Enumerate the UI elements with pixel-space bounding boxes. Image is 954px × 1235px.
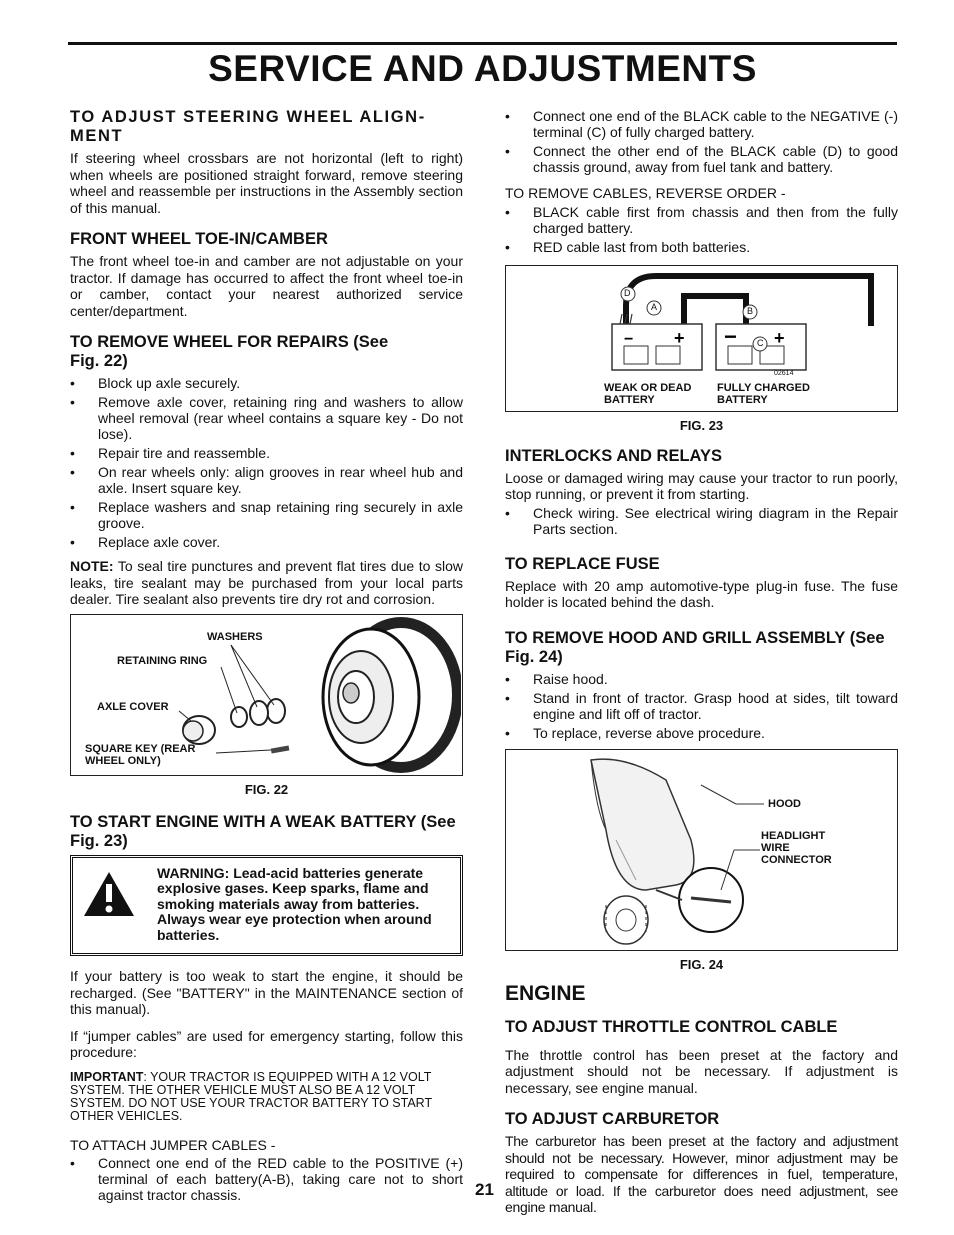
fig24-caption: FIG. 24: [679, 956, 724, 972]
square-key-label: SQUARE KEY (REAR WHEEL ONLY): [85, 742, 196, 767]
remove-steps: [505, 204, 898, 255]
list-item: • To replace, reverse above procedure.: [505, 725, 898, 741]
carburetor-body: The carburetor has been preset at the factory and adjustment should not be necessary. However, minor adjustment may be required to compensate for differences in fuel, temperature, altitude or load. If the carburetor does need adjustment, see engine manual.: [505, 1133, 898, 1215]
wheel-heading: TO REMOVE WHEEL FOR REPAIRS (See Fig. 22): [70, 333, 389, 370]
attach-steps: [70, 1155, 463, 1203]
fuse-body: Replace with 20 amp automotive-type plug-in fuse. The fuse holder is located behind the dash.: [505, 577, 898, 610]
list-item: • Raise hood.: [505, 671, 898, 687]
connector-label: HEADLIGHT WIRE CONNECTOR: [761, 829, 832, 866]
list-item: • Connect one end of the RED cable to the POSITIVE (+) terminal of each battery(A-B), taking care not to short against tractor chassis.: [70, 1155, 463, 1203]
list-item: • Block up axle securely.: [70, 375, 463, 391]
washers-label: WASHERS: [207, 630, 263, 643]
list-item: • BLACK cable first from chassis and then from the fully charged battery.: [505, 204, 898, 236]
page-title: SERVICE AND ADJUSTMENTS: [208, 48, 757, 89]
warning-triangle-icon: [83, 870, 135, 918]
battery-heading: TO START ENGINE WITH A WEAK BATTERY (See Fig. 23): [70, 812, 456, 850]
charged-battery-label: FULLY CHARGED BATTERY: [717, 381, 810, 406]
important-label: IMPORTANT: [70, 1069, 144, 1084]
jumper-steps-cont: [505, 108, 898, 175]
list-item: • Stand in front of tractor. Grasp hood at sides, tilt toward engine and lift off of tractor.: [505, 690, 898, 722]
throttle-body: The throttle control has been preset at the factory and adjustment should not be necessary. If adjustment is necessary, see engine manual.: [505, 1046, 898, 1096]
steering-heading: TO ADJUST STEERING WHEEL ALIGN- MENT: [70, 108, 426, 145]
hood-label: HOOD: [768, 797, 801, 810]
note-text: To seal tire punctures and prevent flat tires due to slow leaks, tire sealant may be purchased from your local parts dealer. Tire sealant also prevents tire dry rot and corrosion.: [70, 558, 463, 607]
list-item: • Replace washers and snap retaining ring securely in axle groove.: [70, 499, 463, 531]
list-item: • Connect one end of the BLACK cable to the NEGATIVE (-) terminal (C) of fully charged battery.: [505, 108, 898, 140]
interlocks-steps: [505, 505, 898, 537]
figure-22: [70, 614, 463, 776]
throttle-heading: TO ADJUST THROTTLE CONTROL CABLE: [505, 1017, 838, 1036]
svg-text:+: +: [674, 327, 685, 348]
label-d: D: [624, 287, 631, 298]
important-text: : YOUR TRACTOR IS EQUIPPED WITH A 12 VOLT SYSTEM. THE OTHER VEHICLE MUST ALSO BE A 12 VOLT SYSTEM. DO NOT USE YOUR TRACTOR BATTERY TO START OTHER VEHICLES.: [70, 1069, 432, 1123]
battery-p1: If your battery is too weak to start the engine, it should be recharged. (See "BATTERY" in the MAINTENANCE section of this manual).: [70, 968, 463, 1017]
interlocks-heading: INTERLOCKS AND RELAYS: [505, 446, 722, 465]
label-c: C: [757, 337, 764, 348]
weak-battery-label: WEAK OR DEAD BATTERY: [604, 381, 692, 406]
toe-heading: FRONT WHEEL TOE-IN/CAMBER: [70, 230, 328, 248]
fig23-caption: FIG. 23: [679, 417, 724, 433]
list-item: • On rear wheels only: align grooves in rear wheel hub and axle. Insert square key.: [70, 464, 463, 496]
svg-text:−: −: [624, 330, 634, 348]
attach-heading: TO ATTACH JUMPER CABLES -: [70, 1136, 276, 1153]
list-item: • Repair tire and reassemble.: [70, 445, 463, 461]
list-item: • Replace axle cover.: [70, 534, 463, 550]
fuse-heading: TO REPLACE FUSE: [505, 554, 660, 573]
remove-heading: TO REMOVE CABLES, REVERSE ORDER -: [505, 185, 786, 201]
page-number: 21: [475, 1180, 494, 1199]
svg-text:+: +: [774, 327, 785, 348]
title-rule: [68, 42, 897, 45]
warning-label: WARNING: [157, 864, 225, 881]
wheel-steps: [70, 375, 463, 550]
important-note: [70, 1071, 463, 1123]
figure-23: [505, 265, 898, 412]
figure-24: [505, 749, 898, 951]
list-item: • Remove axle cover, retaining ring and washers to allow wheel removal (rear wheel contains a square key - Do not lose).: [70, 394, 463, 442]
interlocks-body: Loose or damaged wiring may cause your tractor to run poorly, stop running, or prevent it from starting.: [505, 469, 898, 502]
retaining-ring-label: RETAINING RING: [117, 654, 208, 667]
tire-note: [70, 558, 463, 608]
fig22-caption: FIG. 22: [244, 781, 289, 797]
list-item: • RED cable last from both batteries.: [505, 239, 898, 255]
warning-box: [70, 855, 463, 957]
svg-text:−: −: [724, 323, 737, 349]
hood-steps: [505, 671, 898, 741]
battery-p2: If “jumper cables” are used for emergency starting, follow this procedure:: [70, 1027, 463, 1060]
engine-heading: ENGINE: [505, 981, 586, 1005]
hood-heading: TO REMOVE HOOD AND GRILL ASSEMBLY (See Fig. 24): [505, 628, 885, 666]
note-label: NOTE:: [70, 558, 114, 574]
axle-cover-label: AXLE COVER: [97, 700, 169, 713]
figure-code: 02614: [774, 369, 794, 377]
warning-text: : Lead-acid batteries generate explosive gases. Keep sparks, flame and smoking materials away from batteries. Always wear eye protection when around batteries.: [157, 864, 432, 943]
right-column: [505, 108, 898, 1226]
carburetor-heading: TO ADJUST CARBURETOR: [505, 1110, 720, 1128]
left-column: [70, 108, 463, 1211]
toe-body: The front wheel toe-in and camber are not adjustable on your tractor. If damage has occurred to affect the front wheel toe-in or camber, contact your nearest authorized service center/department.: [70, 253, 463, 319]
label-a: A: [651, 301, 658, 312]
list-item: • Connect the other end of the BLACK cable (D) to good chassis ground, away from fuel tank and battery.: [505, 143, 898, 175]
list-item: • Check wiring. See electrical wiring diagram in the Repair Parts section.: [505, 505, 898, 537]
label-b: B: [747, 305, 754, 316]
steering-body: If steering wheel crossbars are not horizontal (left to right) when wheels are positioned straight forward, remove steering wheel and reassemble per instructions in the Assembly section of this manual.: [70, 150, 463, 216]
